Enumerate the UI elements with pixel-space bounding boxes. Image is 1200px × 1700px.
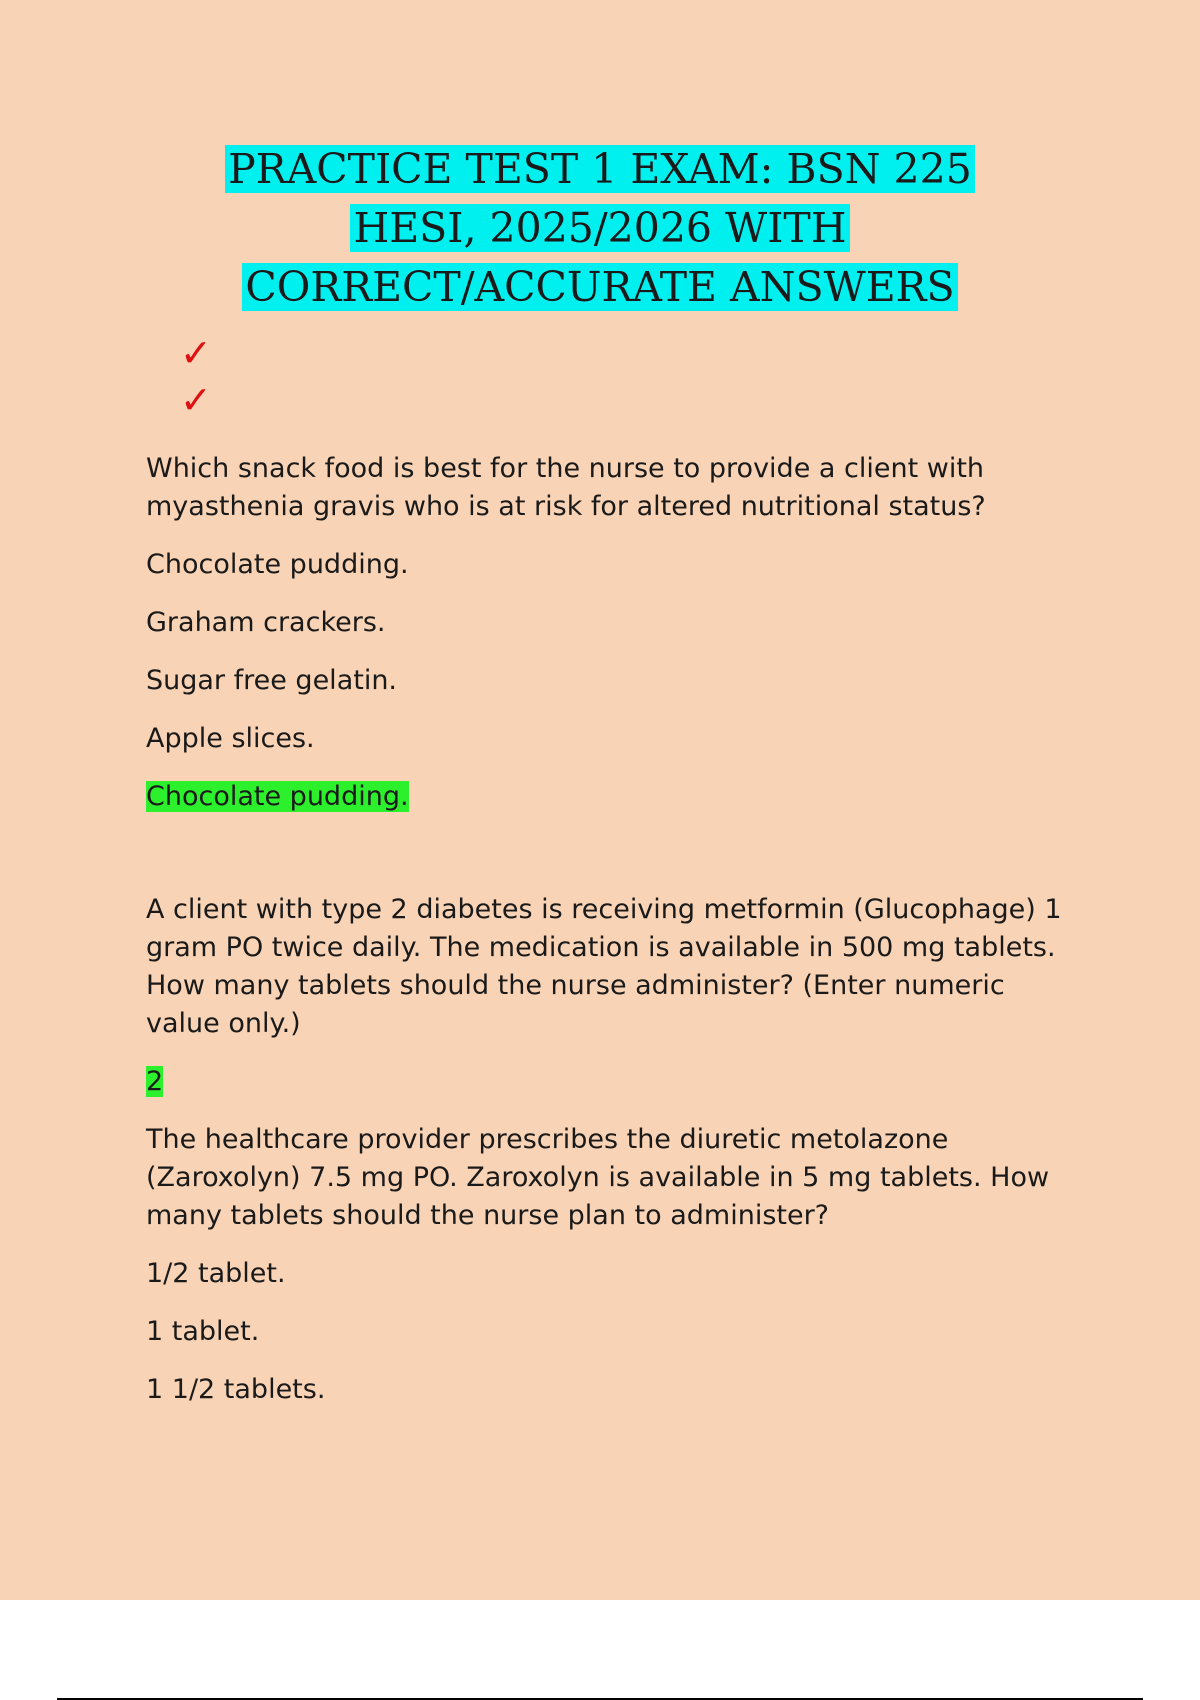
- question-1-option-4: Apple slices.: [146, 723, 315, 754]
- question-2-answer-row: [146, 1063, 1086, 1101]
- question-1-option-3: Sugar free gelatin.: [146, 665, 398, 696]
- question-1-text: Which snack food is best for the nurse to provide a client with myasthenia gravis who is at risk for altered nutritional status?: [146, 453, 986, 522]
- question-3-option-3: 1 1/2 tablets.: [146, 1374, 326, 1405]
- question-list: [146, 450, 1086, 1429]
- question-1-option-2: Graham crackers.: [146, 607, 386, 638]
- question-1-answer-row: [146, 778, 1086, 816]
- title-line-1: PRACTICE TEST 1 EXAM: BSN 225: [225, 145, 975, 193]
- question-3-text: The healthcare provider prescribes the diuretic metolazone (Zaroxolyn) 7.5 mg PO. Zaroxolyn is available in 5 mg tablets. How many tablets should the nurse plan to administer?: [146, 1124, 1050, 1231]
- question-1-answer: Chocolate pudding.: [146, 781, 409, 812]
- question-1-option-1: Chocolate pudding.: [146, 549, 409, 580]
- question-3-option-2: 1 tablet.: [146, 1316, 260, 1347]
- checkmark-icon: ✓: [180, 331, 212, 375]
- question-3-option-1: 1/2 tablet.: [146, 1258, 286, 1289]
- title-line-3: CORRECT/ACCURATE ANSWERS: [242, 263, 957, 311]
- title-line-2: HESI, 2025/2026 WITH: [350, 204, 849, 252]
- question-2-answer: 2: [146, 1066, 164, 1097]
- document-title: [100, 140, 1100, 317]
- question-2-text: A client with type 2 diabetes is receiving metformin (Glucophage) 1 gram PO twice daily. The medication is available in 500 mg tablets. How many tablets should the nurse administer? (Enter numeric value only.): [146, 894, 1062, 1039]
- checkmark-icon: ✓: [180, 378, 212, 422]
